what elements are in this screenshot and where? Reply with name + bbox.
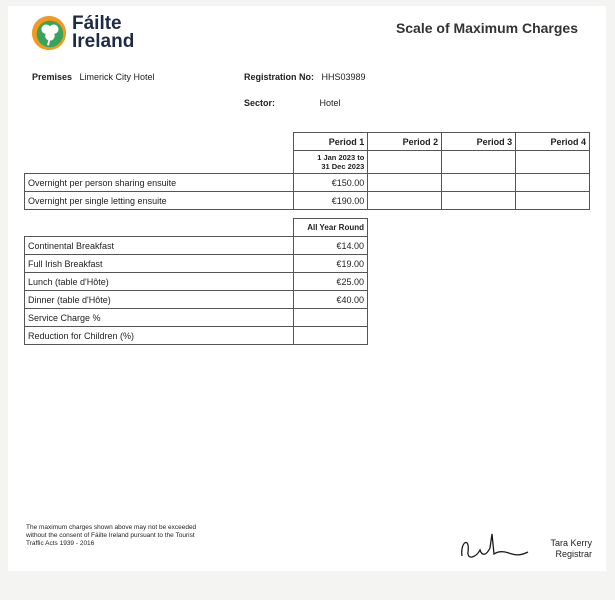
failte-ireland-logo bbox=[30, 14, 134, 52]
logo-wordmark bbox=[72, 15, 134, 51]
meal-price bbox=[294, 309, 368, 327]
premises-label: Premises bbox=[32, 72, 73, 82]
room-price: €190.00 bbox=[294, 192, 368, 210]
registration-value: HHS03989 bbox=[321, 72, 366, 82]
table-row bbox=[25, 192, 590, 210]
sector-row bbox=[244, 98, 341, 108]
signature-image bbox=[456, 530, 536, 564]
room-label: Overnight per person sharing ensuite bbox=[25, 174, 294, 192]
registration-label: Registration No: bbox=[244, 72, 315, 82]
logo-line-1: Fáilte bbox=[72, 13, 122, 34]
period-1-header: Period 1 bbox=[294, 133, 368, 151]
table-row bbox=[25, 237, 368, 255]
meal-label: Lunch (table d'Hôte) bbox=[25, 273, 294, 291]
table-row bbox=[25, 174, 590, 192]
room-label: Overnight per single letting ensuite bbox=[25, 192, 294, 210]
room-rates-table bbox=[24, 132, 590, 210]
sector-value: Hotel bbox=[319, 98, 341, 108]
meal-label: Dinner (table d'Hôte) bbox=[25, 291, 294, 309]
document-sheet bbox=[8, 6, 606, 571]
period-2-header: Period 2 bbox=[368, 133, 442, 151]
meal-label: Reduction for Children (%) bbox=[25, 327, 294, 345]
meal-price: €19.00 bbox=[294, 255, 368, 273]
meal-label: Full Irish Breakfast bbox=[25, 255, 294, 273]
table-row bbox=[25, 327, 368, 345]
period-dates-row bbox=[25, 151, 590, 174]
signatory-role: Registrar bbox=[555, 549, 592, 559]
table-row bbox=[25, 309, 368, 327]
meal-rates-table bbox=[24, 218, 368, 345]
period-3-header: Period 3 bbox=[442, 133, 516, 151]
table-row bbox=[25, 255, 368, 273]
logo-line-2: Ireland bbox=[72, 31, 135, 52]
footer-note: The maximum charges shown above may not be exceeded without the consent of Fáilte Ireland pursuant to the Tourist Traffic Acts 1939 - 2016 bbox=[26, 524, 197, 547]
shamrock-logo-icon bbox=[30, 14, 68, 52]
meal-price: €25.00 bbox=[294, 273, 368, 291]
meals-header-row bbox=[25, 219, 368, 237]
room-price: €150.00 bbox=[294, 174, 368, 192]
signatory-name: Tara Kerry bbox=[550, 538, 592, 548]
meal-label: Service Charge % bbox=[25, 309, 294, 327]
sector-label: Sector: bbox=[244, 98, 276, 108]
table-row bbox=[25, 273, 368, 291]
page-title: Scale of Maximum Charges bbox=[395, 20, 578, 36]
meal-price: €14.00 bbox=[294, 237, 368, 255]
premises-row bbox=[32, 72, 155, 82]
premises-value: Limerick City Hotel bbox=[79, 72, 155, 82]
period-1-dates bbox=[294, 151, 368, 174]
meal-label: Continental Breakfast bbox=[25, 237, 294, 255]
registration-row bbox=[244, 72, 366, 82]
period-4-header: Period 4 bbox=[516, 133, 590, 151]
period-1-start: 1 Jan 2023 to bbox=[317, 153, 365, 162]
period-header-row bbox=[25, 133, 590, 151]
period-1-end: 31 Dec 2023 bbox=[321, 162, 365, 171]
table-row bbox=[25, 291, 368, 309]
all-year-round-header: All Year Round bbox=[294, 219, 368, 237]
signatory-block bbox=[550, 538, 592, 560]
meal-price bbox=[294, 327, 368, 345]
meal-price: €40.00 bbox=[294, 291, 368, 309]
